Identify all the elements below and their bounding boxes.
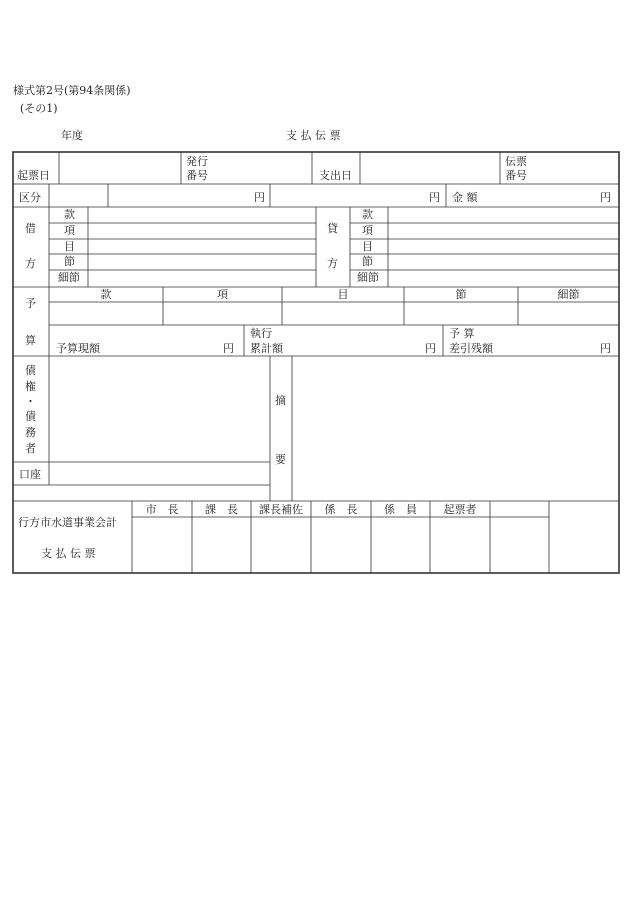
denpyo-label-2: 番号 [505, 169, 527, 182]
budget-header-ko: 項 [217, 288, 228, 301]
approver-kacho: 課 長 [205, 503, 238, 516]
debit-label-2: 方 [25, 257, 36, 270]
budget-yen-3: 円 [600, 342, 611, 355]
approver-kihyosha: 起票者 [443, 503, 477, 516]
budget-yen-2: 円 [425, 342, 436, 355]
kubun-label: 区分 [19, 191, 41, 204]
debit-item-kan: 款 [64, 208, 75, 221]
form-title: 支 払 伝 票 [286, 129, 341, 142]
approver-kakaricho: 係 長 [324, 503, 358, 516]
debit-item-setsu: 節 [64, 255, 75, 268]
budget-header-kan: 款 [100, 288, 112, 301]
budget-side-2: 算 [25, 334, 36, 347]
budget-header-saisetsu: 細節 [557, 288, 580, 301]
credit-item-moku: 目 [362, 240, 373, 253]
remain-label-1: 予 算 [449, 327, 475, 340]
debit-item-saisetsu: 細節 [58, 271, 80, 284]
creditor-char-1: 債 [25, 364, 36, 377]
creditor-char-2: 権 [25, 380, 36, 393]
credit-item-setsu: 節 [362, 255, 373, 268]
yen-mark-1: 円 [254, 191, 265, 204]
form-sub-number: (その1) [20, 102, 58, 115]
creditor-char-4: 債 [25, 410, 36, 423]
budget-yen-1: 円 [223, 342, 234, 355]
budget-side-1: 予 [25, 297, 36, 310]
tekiyo-label-2: 要 [275, 453, 286, 466]
footer-org: 行方市水道事業会計 [18, 516, 117, 529]
fiscal-year-label: 年度 [61, 129, 83, 142]
yen-mark-3: 円 [600, 191, 611, 204]
budget-current-label: 予算現額 [56, 342, 100, 355]
credit-item-ko: 項 [362, 224, 373, 237]
budget-header-moku: 目 [337, 288, 349, 301]
yen-mark-2: 円 [429, 191, 440, 204]
debit-item-ko: 項 [64, 224, 75, 237]
creditor-char-5: 務 [25, 426, 36, 439]
shishutsubi-label: 支出日 [319, 169, 352, 182]
approver-shicho: 市 長 [145, 503, 179, 516]
remain-label-2: 差引残額 [449, 342, 493, 355]
exec-label-1: 執行 [250, 327, 272, 340]
debit-item-moku: 目 [64, 240, 75, 253]
approver-kacho-hosa: 課長補佐 [259, 503, 303, 516]
credit-label-1: 貸 [327, 222, 338, 235]
kingaku-label: 金 額 [452, 191, 478, 204]
form-number: 様式第2号(第94条関係) [13, 84, 131, 97]
hakko-label-1: 発行 [186, 155, 208, 168]
credit-label-2: 方 [327, 257, 338, 270]
budget-header-setsu: 節 [455, 288, 467, 301]
debit-label-1: 借 [25, 222, 36, 235]
credit-item-saisetsu: 細節 [357, 271, 379, 284]
creditor-char-6: 者 [25, 442, 36, 455]
hakko-label-2: 番号 [186, 169, 208, 182]
approver-kakariin: 係 員 [384, 503, 417, 516]
exec-label-2: 累計額 [250, 342, 283, 355]
tekiyo-label-1: 摘 [275, 394, 286, 407]
creditor-char-3: ・ [25, 395, 36, 408]
koza-label: 口座 [19, 468, 41, 481]
kihyobi-label: 起票日 [17, 169, 50, 182]
footer-title: 支 払 伝 票 [41, 547, 96, 560]
credit-item-kan: 款 [362, 208, 373, 221]
denpyo-label-1: 伝票 [505, 155, 527, 168]
